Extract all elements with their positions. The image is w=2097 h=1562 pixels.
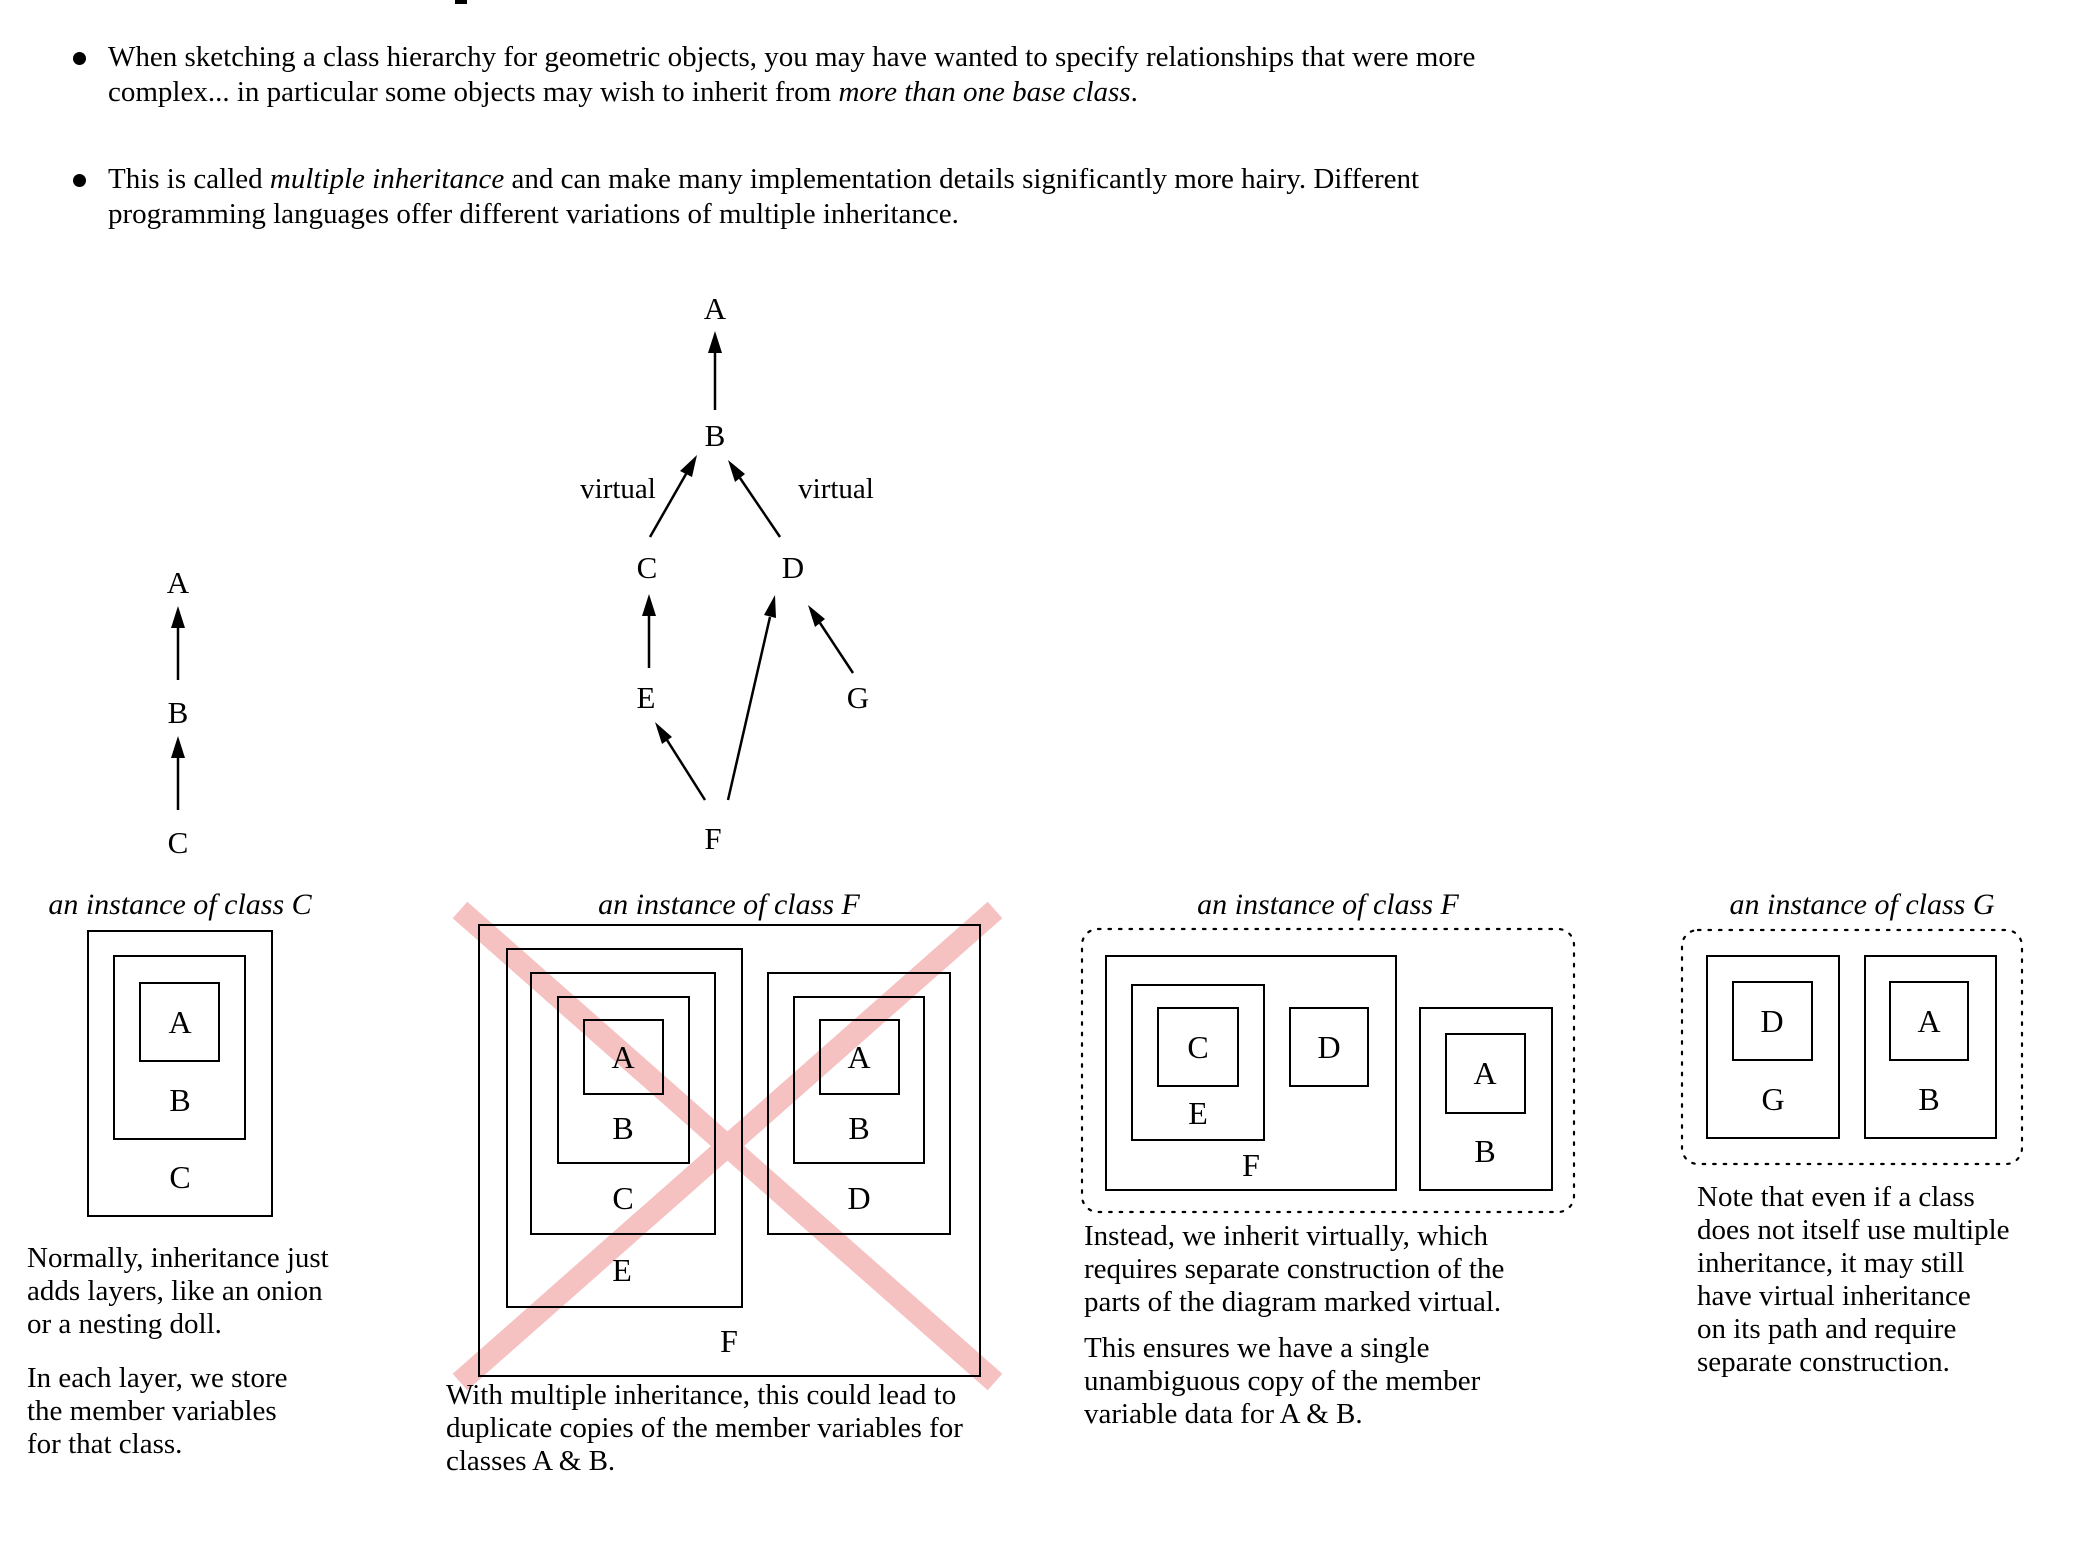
node-a: A <box>703 291 727 326</box>
bullet-item-2 <box>108 162 1563 232</box>
arrow-g-to-d-icon <box>808 605 825 627</box>
instance-g-caption <box>1697 1181 2097 1379</box>
caption-line: or a nesting doll. <box>27 1308 222 1340</box>
bullet-2-rest-text: and can make many implementation details significantly more hairy. Different programming languages offer different variations of multiple inheritance. <box>108 163 1420 230</box>
instance-f-duplicate-caption <box>446 1379 1106 1478</box>
caption-line: With multiple inheritance, this could lead to <box>446 1379 957 1411</box>
bullet-1-text: When sketching a class hierarchy for geometric objects, you may have wanted to specify relationships that were more complex... in particular some objects may wish to inherit from <box>108 41 1476 108</box>
simple-hierarchy-diagram <box>100 555 260 865</box>
arrow-b-to-a-icon <box>171 606 185 628</box>
caption-line: on its path and require <box>1697 1313 1957 1345</box>
node-b: B <box>167 695 189 730</box>
caption-line: have virtual inheritance <box>1697 1280 1971 1312</box>
label-b: B <box>169 1082 191 1118</box>
label-a: A <box>1917 1003 1941 1039</box>
bullet-2-text: This is called <box>108 163 270 195</box>
arrow-c-to-b-icon <box>680 455 697 477</box>
bullet-2-italic-text: multiple inheritance <box>269 163 505 195</box>
bullet-icon <box>73 174 86 187</box>
caption-line: inheritance, it may still <box>1697 1247 1965 1279</box>
instance-f-virtual-diagram <box>1070 920 1590 1220</box>
label-b: B <box>1474 1133 1496 1169</box>
multiple-inheritance-hierarchy-diagram <box>540 280 900 860</box>
caption-line: unambiguous copy of the member <box>1084 1365 1481 1397</box>
instance-c-diagram <box>80 920 290 1230</box>
label-b: B <box>1918 1081 1940 1117</box>
caption-paragraph <box>1084 1332 1604 1431</box>
instance-f-duplicate-title: an instance of class F <box>598 888 860 921</box>
instance-f-virtual-title: an instance of class F <box>1197 888 1459 921</box>
caption-line: In each layer, we store <box>27 1362 288 1394</box>
caption-line: for that class. <box>27 1428 183 1460</box>
instance-c-title: an instance of class C <box>48 888 312 921</box>
caption-line: Note that even if a class <box>1697 1181 1975 1213</box>
node-g: G <box>846 680 870 715</box>
node-d: D <box>781 550 805 585</box>
node-a: A <box>166 565 190 600</box>
bullet-item-1 <box>108 40 1563 110</box>
caption-paragraph <box>27 1362 387 1461</box>
label-d: D <box>1760 1003 1784 1039</box>
bullet-icon <box>73 52 86 65</box>
bullet-1-italic-text: more than one base class <box>838 76 1131 108</box>
arrow-f-to-d-icon <box>764 595 776 618</box>
node-e: E <box>636 680 656 715</box>
label-e: E <box>612 1252 632 1288</box>
node-c: C <box>636 550 658 585</box>
instance-g-diagram <box>1670 915 2040 1180</box>
caption-line: requires separate construction of the <box>1084 1253 1505 1285</box>
caption-line: adds layers, like an onion <box>27 1275 323 1307</box>
label-a-right: A <box>847 1039 871 1075</box>
caption-line: duplicate copies of the member variables for <box>446 1412 963 1444</box>
virtual-label-left: virtual <box>580 473 656 505</box>
label-b-right: B <box>848 1110 870 1146</box>
caption-line: Normally, inheritance just <box>27 1242 329 1274</box>
arrow-c-to-b-icon <box>171 736 185 758</box>
node-f: F <box>704 821 722 856</box>
caption-paragraph <box>27 1242 387 1341</box>
label-c: C <box>169 1159 191 1195</box>
caption-line: parts of the diagram marked virtual. <box>1084 1286 1502 1318</box>
caption-paragraph <box>1697 1181 2097 1379</box>
label-d: D <box>1317 1029 1341 1065</box>
caption-line: classes A & B. <box>446 1445 616 1477</box>
arrow-f-to-e-icon <box>655 722 672 744</box>
label-c: C <box>612 1180 634 1216</box>
instance-f-duplicate-diagram <box>440 900 1060 1400</box>
label-d: D <box>847 1180 871 1216</box>
label-a: A <box>168 1004 192 1040</box>
bullet-1-period: . <box>1130 76 1138 108</box>
caption-line: does not itself use multiple <box>1697 1214 2010 1246</box>
label-f: F <box>720 1323 738 1359</box>
label-f: F <box>1242 1147 1260 1183</box>
caption-line: separate construction. <box>1697 1346 1950 1378</box>
caption-line: Instead, we inherit virtually, which <box>1084 1220 1489 1252</box>
node-b: B <box>704 418 726 453</box>
caption-line: This ensures we have a single <box>1084 1332 1430 1364</box>
instance-c-caption <box>27 1242 387 1461</box>
virtual-label-right: virtual <box>798 473 874 505</box>
label-a-left: A <box>611 1039 635 1075</box>
arrow-b-to-a-icon <box>708 331 722 353</box>
instance-g-title: an instance of class G <box>1729 888 1995 921</box>
node-c: C <box>167 825 189 860</box>
caption-line: the member variables <box>27 1395 277 1427</box>
caption-line: variable data for A & B. <box>1084 1398 1363 1430</box>
arrow-e-to-c-icon <box>642 594 656 616</box>
caption-paragraph <box>1084 1220 1604 1319</box>
label-b-left: B <box>612 1110 634 1146</box>
label-e: E <box>1188 1095 1208 1131</box>
caption-paragraph <box>446 1379 1106 1478</box>
instance-f-virtual-caption <box>1084 1220 1604 1431</box>
label-c: C <box>1187 1029 1209 1065</box>
virtual-instance-boundary <box>1082 929 1574 1212</box>
label-g: G <box>1761 1081 1785 1117</box>
label-a: A <box>1473 1055 1497 1091</box>
arrow-d-to-b-icon <box>728 460 745 482</box>
cropped-title-fragment <box>455 0 467 4</box>
